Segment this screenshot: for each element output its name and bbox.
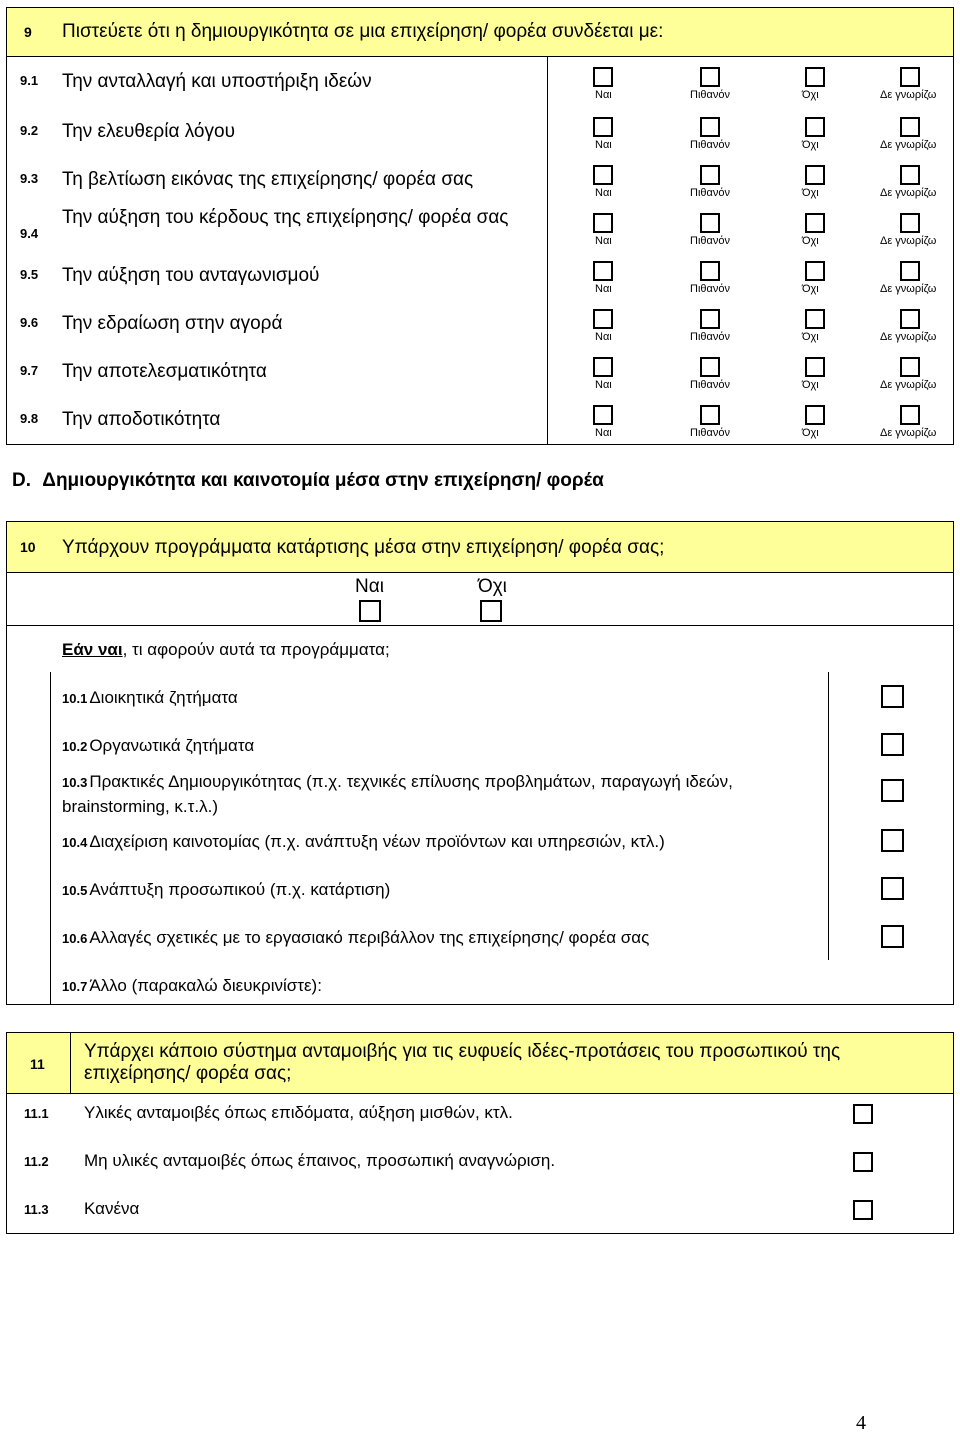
q9-option-label: Όχι xyxy=(802,187,819,199)
q11-item-text: Μη υλικές ανταμοιβές όπως έπαινος, προσωπική αναγνώριση. xyxy=(84,1151,556,1170)
q9-row-number: 9.1 xyxy=(20,73,39,88)
q9-option-label: Όχι xyxy=(802,283,819,295)
q9-row-5-option-4-checkbox[interactable] xyxy=(900,261,920,281)
q9-row-2-option-2-checkbox[interactable] xyxy=(700,117,720,137)
q9-row-6-option-1-checkbox[interactable] xyxy=(593,309,613,329)
q9-row-3-option-4-checkbox[interactable] xyxy=(900,165,920,185)
q10-question: Υπάρχουν προγράμματα κατάρτισης μέσα στην επιχείρηση/ φορέα σας; xyxy=(62,537,665,558)
q10-items-right-divider xyxy=(828,672,829,960)
q10-item xyxy=(62,770,762,819)
q10-item-number: 10.3 xyxy=(62,775,88,790)
q9-row-7-option-3-checkbox[interactable] xyxy=(805,357,825,377)
q10-divider xyxy=(7,625,953,626)
q10-item-2-checkbox[interactable] xyxy=(881,733,904,756)
q9-option-label: Ναι xyxy=(595,139,612,151)
q10-item-text: Διοικητικά ζητήματα xyxy=(89,688,238,707)
q9-row-5-option-1-checkbox[interactable] xyxy=(593,261,613,281)
q9-option-label: Πιθανόν xyxy=(690,379,730,391)
q9-option-label: Όχι xyxy=(802,89,819,101)
q9-row-number: 9.5 xyxy=(20,267,39,282)
q9-row-text: Την αύξηση του κέρδους της επιχείρησης/ φορέα σας xyxy=(62,207,509,228)
q11-item-2-checkbox[interactable] xyxy=(853,1152,873,1172)
q9-row-4-option-1-checkbox[interactable] xyxy=(593,213,613,233)
q9-option-label: Πιθανόν xyxy=(690,427,730,439)
q11-item-number: 11.1 xyxy=(24,1106,49,1121)
q10-item xyxy=(62,686,822,711)
q11-item-number: 11.3 xyxy=(24,1202,49,1217)
q9-option-label: Όχι xyxy=(802,139,819,151)
q10-item xyxy=(62,878,822,903)
q10-item xyxy=(62,734,822,759)
q10-item-number: 10.5 xyxy=(62,883,88,898)
q10-item-number: 10.6 xyxy=(62,931,88,946)
q9-row-5-option-3-checkbox[interactable] xyxy=(805,261,825,281)
section-d-letter: D. xyxy=(12,470,31,491)
if-yes-label: Εάν ναι xyxy=(62,640,123,659)
q9-option-label: Πιθανόν xyxy=(690,89,730,101)
q10-item-1-checkbox[interactable] xyxy=(881,685,904,708)
q9-row-3-option-1-checkbox[interactable] xyxy=(593,165,613,185)
q9-row-5-option-2-checkbox[interactable] xyxy=(700,261,720,281)
q9-option-label: Όχι xyxy=(802,379,819,391)
q11-number: 11 xyxy=(30,1056,45,1072)
q10-number: 10 xyxy=(20,539,36,555)
q9-option-label: Πιθανόν xyxy=(690,187,730,199)
q9-row-6-option-3-checkbox[interactable] xyxy=(805,309,825,329)
q10-no-label: Όχι xyxy=(478,576,507,597)
q9-option-label: Δε γνωρίζω xyxy=(880,89,937,101)
q11-item-number: 11.2 xyxy=(24,1154,49,1169)
q9-option-label: Δε γνωρίζω xyxy=(880,379,937,391)
q9-option-label: Ναι xyxy=(595,187,612,199)
q10-item xyxy=(62,974,822,999)
q9-row-8-option-4-checkbox[interactable] xyxy=(900,405,920,425)
q9-row-text: Την ανταλλαγή και υποστήριξη ιδεών xyxy=(62,71,372,92)
q9-option-label: Ναι xyxy=(595,235,612,247)
q9-row-text: Την αποτελεσματικότητα xyxy=(62,361,267,382)
q9-row-number: 9.4 xyxy=(20,226,39,241)
q10-item-text: Πρακτικές Δημιουργικότητας (π.χ. τεχνικές επίλυσης προβλημάτων, παραγωγή ιδεών, brainstorming, κ.τ.λ.) xyxy=(62,772,733,816)
q9-option-label: Ναι xyxy=(595,89,612,101)
section-d-heading xyxy=(12,470,604,492)
q9-row-7-option-4-checkbox[interactable] xyxy=(900,357,920,377)
q9-option-label: Όχι xyxy=(802,427,819,439)
q9-option-label: Πιθανόν xyxy=(690,331,730,343)
q9-option-label: Δε γνωρίζω xyxy=(880,139,937,151)
q9-number: 9 xyxy=(24,24,32,40)
q9-row-2-option-4-checkbox[interactable] xyxy=(900,117,920,137)
q9-row-8-option-2-checkbox[interactable] xyxy=(700,405,720,425)
q9-row-7-option-1-checkbox[interactable] xyxy=(593,357,613,377)
q10-item-number: 10.7 xyxy=(62,979,88,994)
q9-row-number: 9.8 xyxy=(20,411,39,426)
q9-option-label: Δε γνωρίζω xyxy=(880,235,937,247)
q9-option-label: Δε γνωρίζω xyxy=(880,427,937,439)
q9-row-text: Τη βελτίωση εικόνας της επιχείρησης/ φορέα σας xyxy=(62,169,474,190)
q9-row-4-option-4-checkbox[interactable] xyxy=(900,213,920,233)
q9-row-number: 9.7 xyxy=(20,363,39,378)
q10-item-4-checkbox[interactable] xyxy=(881,829,904,852)
q9-row-6-option-2-checkbox[interactable] xyxy=(700,309,720,329)
q9-row-6-option-4-checkbox[interactable] xyxy=(900,309,920,329)
q9-row-number: 9.3 xyxy=(20,171,39,186)
q9-row-3-option-2-checkbox[interactable] xyxy=(700,165,720,185)
q10-yes-checkbox[interactable] xyxy=(359,600,381,622)
q9-row-2-option-3-checkbox[interactable] xyxy=(805,117,825,137)
q10-item xyxy=(62,926,822,951)
q10-item-number: 10.2 xyxy=(62,739,88,754)
q10-item-number: 10.4 xyxy=(62,835,88,850)
q9-option-label: Ναι xyxy=(595,379,612,391)
q9-row-1-option-4-checkbox[interactable] xyxy=(900,67,920,87)
q9-row-text: Την αποδοτικότητα xyxy=(62,409,221,430)
q9-row-1-option-2-checkbox[interactable] xyxy=(700,67,720,87)
q10-item-6-checkbox[interactable] xyxy=(881,925,904,948)
q10-yes-label: Ναι xyxy=(355,576,384,597)
q10-item-text: Οργανωτικά ζητήματα xyxy=(89,736,255,755)
q9-option-label: Όχι xyxy=(802,331,819,343)
q9-row-text: Την αύξηση του ανταγωνισμού xyxy=(62,265,320,286)
q11-header-divider xyxy=(70,1033,71,1093)
q9-question: Πιστεύετε ότι η δημιουργικότητα σε μια επιχείρηση/ φορέα συνδέεται με: xyxy=(62,21,664,42)
q9-option-label: Δε γνωρίζω xyxy=(880,331,937,343)
q10-item-number: 10.1 xyxy=(62,691,88,706)
q9-row-1-option-1-checkbox[interactable] xyxy=(593,67,613,87)
q10-item-text: Ανάπτυξη προσωπικού (π.χ. κατάρτιση) xyxy=(89,880,391,899)
q11-item-text: Κανένα xyxy=(84,1199,140,1218)
q9-row-4-option-2-checkbox[interactable] xyxy=(700,213,720,233)
q10-followup xyxy=(62,640,390,660)
q11-question: Υπάρχει κάποιο σύστημα ανταμοιβής για τις ευφυείς ιδέες-προτάσεις του προσωπικού της επιχείρησης/ φορέα σας; xyxy=(84,1041,841,1084)
q9-row-8-option-1-checkbox[interactable] xyxy=(593,405,613,425)
q9-option-label: Ναι xyxy=(595,331,612,343)
q9-option-label: Πιθανόν xyxy=(690,235,730,247)
q10-item xyxy=(62,830,822,855)
q9-row-text: Την ελευθερία λόγου xyxy=(62,121,235,142)
q9-option-label: Ναι xyxy=(595,283,612,295)
q9-row-number: 9.2 xyxy=(20,123,39,138)
section-d-title: Δημιουργικότητα και καινοτομία μέσα στην επιχείρηση/ φορέα xyxy=(42,470,604,491)
q9-row-3-option-3-checkbox[interactable] xyxy=(805,165,825,185)
q9-row-number: 9.6 xyxy=(20,315,39,330)
q9-row-2-option-1-checkbox[interactable] xyxy=(593,117,613,137)
q10-no-checkbox[interactable] xyxy=(480,600,502,622)
q10-item-text: Άλλο (παρακαλώ διευκρινίστε): xyxy=(89,976,322,995)
q10-item-text: Αλλαγές σχετικές με το εργασιακό περιβάλλον της επιχείρησης/ φορέα σας xyxy=(89,928,650,947)
q10-items-left-divider xyxy=(50,672,51,1005)
q11-item-1-checkbox[interactable] xyxy=(853,1104,873,1124)
q10-item-3-checkbox[interactable] xyxy=(881,779,904,802)
q10-item-5-checkbox[interactable] xyxy=(881,877,904,900)
page-number: 4 xyxy=(856,1412,866,1434)
q9-row-4-option-3-checkbox[interactable] xyxy=(805,213,825,233)
q9-row-7-option-2-checkbox[interactable] xyxy=(700,357,720,377)
if-yes-rest: , τι αφορούν αυτά τα προγράμματα; xyxy=(122,640,390,659)
q9-option-label: Δε γνωρίζω xyxy=(880,187,937,199)
q9-option-label: Πιθανόν xyxy=(690,139,730,151)
q9-option-label: Ναι xyxy=(595,427,612,439)
q9-row-text: Την εδραίωση στην αγορά xyxy=(62,313,283,334)
q9-option-label: Όχι xyxy=(802,235,819,247)
q9-option-label: Πιθανόν xyxy=(690,283,730,295)
q9-row-1-option-3-checkbox[interactable] xyxy=(805,67,825,87)
q11-item-3-checkbox[interactable] xyxy=(853,1200,873,1220)
q9-row-8-option-3-checkbox[interactable] xyxy=(805,405,825,425)
q9-option-label: Δε γνωρίζω xyxy=(880,283,937,295)
q9-column-divider xyxy=(547,57,548,445)
q11-item-text: Υλικές ανταμοιβές όπως επιδόματα, αύξηση μισθών, κτλ. xyxy=(84,1103,513,1122)
q10-item-text: Διαχείριση καινοτομίας (π.χ. ανάπτυξη νέων προϊόντων και υπηρεσιών, κτλ.) xyxy=(89,832,665,851)
